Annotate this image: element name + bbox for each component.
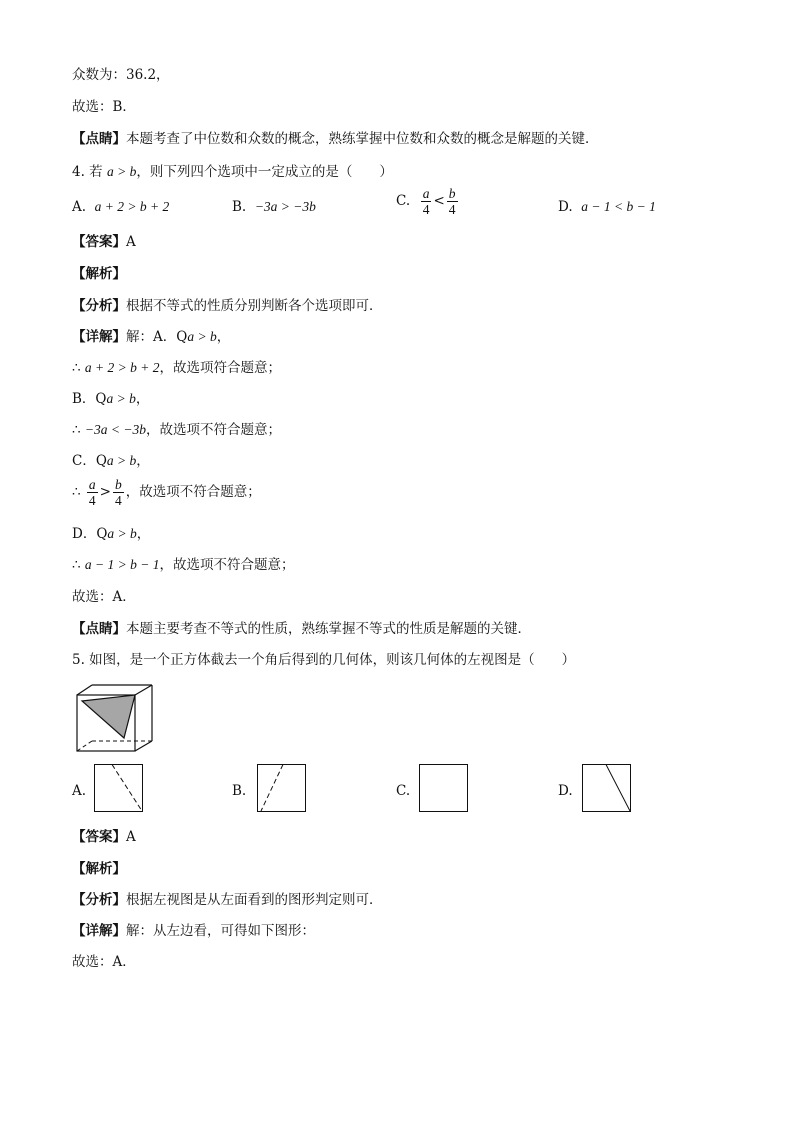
comma: ，	[135, 391, 150, 407]
choose-a-line: 故选：A．	[72, 589, 136, 605]
q4-condition: a > b	[106, 164, 137, 179]
fraction	[421, 186, 432, 217]
fenxi-tag: 【分析】	[72, 892, 126, 908]
case-d	[72, 525, 150, 543]
condition: a > b	[106, 453, 137, 468]
step-d	[72, 556, 294, 574]
option-label: C.	[396, 193, 411, 209]
q5-option-b-label: B.	[232, 783, 247, 799]
fraction	[113, 477, 124, 508]
denominator: 4	[114, 493, 122, 508]
analysis-tag-5: 【解析】	[72, 861, 126, 877]
condition: a > b	[107, 526, 137, 541]
option-label: B.	[232, 199, 247, 215]
step-b	[72, 421, 281, 439]
cut-face	[82, 695, 135, 738]
therefore-symbol: ∴	[72, 484, 81, 500]
case-start: B．Q	[72, 391, 107, 407]
numerator: b	[448, 186, 456, 201]
fenxi-line	[72, 297, 383, 315]
numerator: b	[114, 477, 122, 492]
therefore-symbol: ∴	[72, 422, 81, 438]
detail-line-5	[72, 922, 315, 940]
answer-tag: 【答案】	[72, 234, 126, 250]
q4-rest: ，则下列四个选项中一定成立的是（ ）	[136, 164, 393, 180]
option-expr: −3a > −3b	[254, 199, 316, 214]
condition: a > b	[106, 391, 136, 406]
question-4	[72, 163, 393, 181]
option-expr: a − 1 < b − 1	[581, 199, 656, 214]
detail-tag: 【详解】	[72, 329, 126, 345]
q5-option-c-label: C.	[396, 783, 411, 799]
option-label: D.	[558, 199, 573, 215]
fenxi-line-5	[72, 891, 383, 909]
comma: ，	[216, 329, 231, 345]
step-a	[72, 359, 281, 377]
q4-option-b	[232, 198, 316, 216]
detail-line	[72, 328, 230, 346]
case-start: C．Q	[72, 453, 107, 469]
q4-option-a	[72, 198, 169, 216]
choose-b-line: 故选：B．	[72, 99, 136, 115]
comment-tag: 【点睛】	[72, 621, 126, 637]
answer-tag: 【答案】	[72, 829, 126, 845]
step-tail: ，故选项不符合题意；	[145, 422, 281, 438]
fenxi-tag: 【分析】	[72, 298, 126, 314]
step-tail: ，故选项符合题意；	[159, 360, 281, 376]
therefore-symbol: ∴	[72, 360, 81, 376]
comment-text: 本题主要考查不等式的性质，熟练掌握不等式的性质是解题的关键．	[126, 621, 531, 637]
comment-text: 本题考查了中位数和众数的概念，熟练掌握中位数和众数的概念是解题的关键．	[126, 131, 599, 147]
case-b	[72, 390, 149, 408]
q4-number: 4. 若	[72, 164, 103, 180]
step-c	[72, 477, 261, 508]
q5-option-b-figure	[257, 764, 307, 814]
fenxi-text: 根据不等式的性质分别判断各个选项即可．	[126, 298, 383, 314]
analysis-tag: 【解析】	[72, 266, 126, 282]
fraction	[447, 186, 458, 217]
step-tail: ，故选项不符合题意；	[125, 484, 261, 500]
case-start: D．Q	[72, 526, 108, 542]
option-expr: a + 2 > b + 2	[94, 199, 170, 214]
comment-tag: 【点睛】	[72, 131, 126, 147]
case-c	[72, 452, 150, 470]
detail-start: 解：A．Q	[126, 329, 188, 345]
comment-line-1	[72, 130, 599, 148]
q5-option-c-figure	[419, 764, 469, 814]
denominator: 4	[422, 202, 430, 217]
q4-option-d	[558, 198, 656, 216]
q4-option-c	[396, 186, 460, 217]
fenxi-text: 根据左视图是从左面看到的图形判定则可．	[126, 892, 383, 908]
denominator: 4	[448, 202, 456, 217]
operator: <	[433, 193, 445, 209]
answer-value: A	[126, 829, 136, 845]
question-5: 5. 如图，是一个正方体截去一个角后得到的几何体，则该几何体的左视图是（ ）	[72, 652, 576, 668]
comma: ，	[136, 526, 151, 542]
q5-option-a-label: A.	[72, 783, 87, 799]
comment-line-2	[72, 620, 531, 638]
denominator: 4	[88, 493, 96, 508]
detail-tag: 【详解】	[72, 923, 126, 939]
answer-line	[72, 233, 136, 251]
detail-text: 解：从左边看，可得如下图形：	[126, 923, 315, 939]
q5-option-a-figure	[94, 764, 144, 814]
cut-cube-figure	[72, 682, 162, 757]
condition: a > b	[187, 329, 217, 344]
step-tail: ，故选项不符合题意；	[159, 557, 295, 573]
step-expr: −3a < −3b	[84, 422, 146, 437]
operator: >	[99, 484, 111, 500]
step-expr: a − 1 > b − 1	[84, 557, 160, 572]
mode-line: 众数为：36.2，	[72, 67, 170, 83]
option-label: A.	[72, 199, 87, 215]
comma: ，	[136, 453, 150, 469]
answer-value: A	[126, 234, 136, 250]
fraction	[87, 477, 98, 508]
numerator: a	[88, 477, 96, 492]
choose-a-line-5: 故选：A．	[72, 954, 136, 970]
numerator: a	[422, 186, 430, 201]
step-expr: a + 2 > b + 2	[84, 360, 160, 375]
therefore-symbol: ∴	[72, 557, 81, 573]
answer-line-5	[72, 828, 136, 846]
q5-option-d-figure	[582, 764, 632, 814]
q5-option-d-label: D.	[558, 783, 573, 799]
